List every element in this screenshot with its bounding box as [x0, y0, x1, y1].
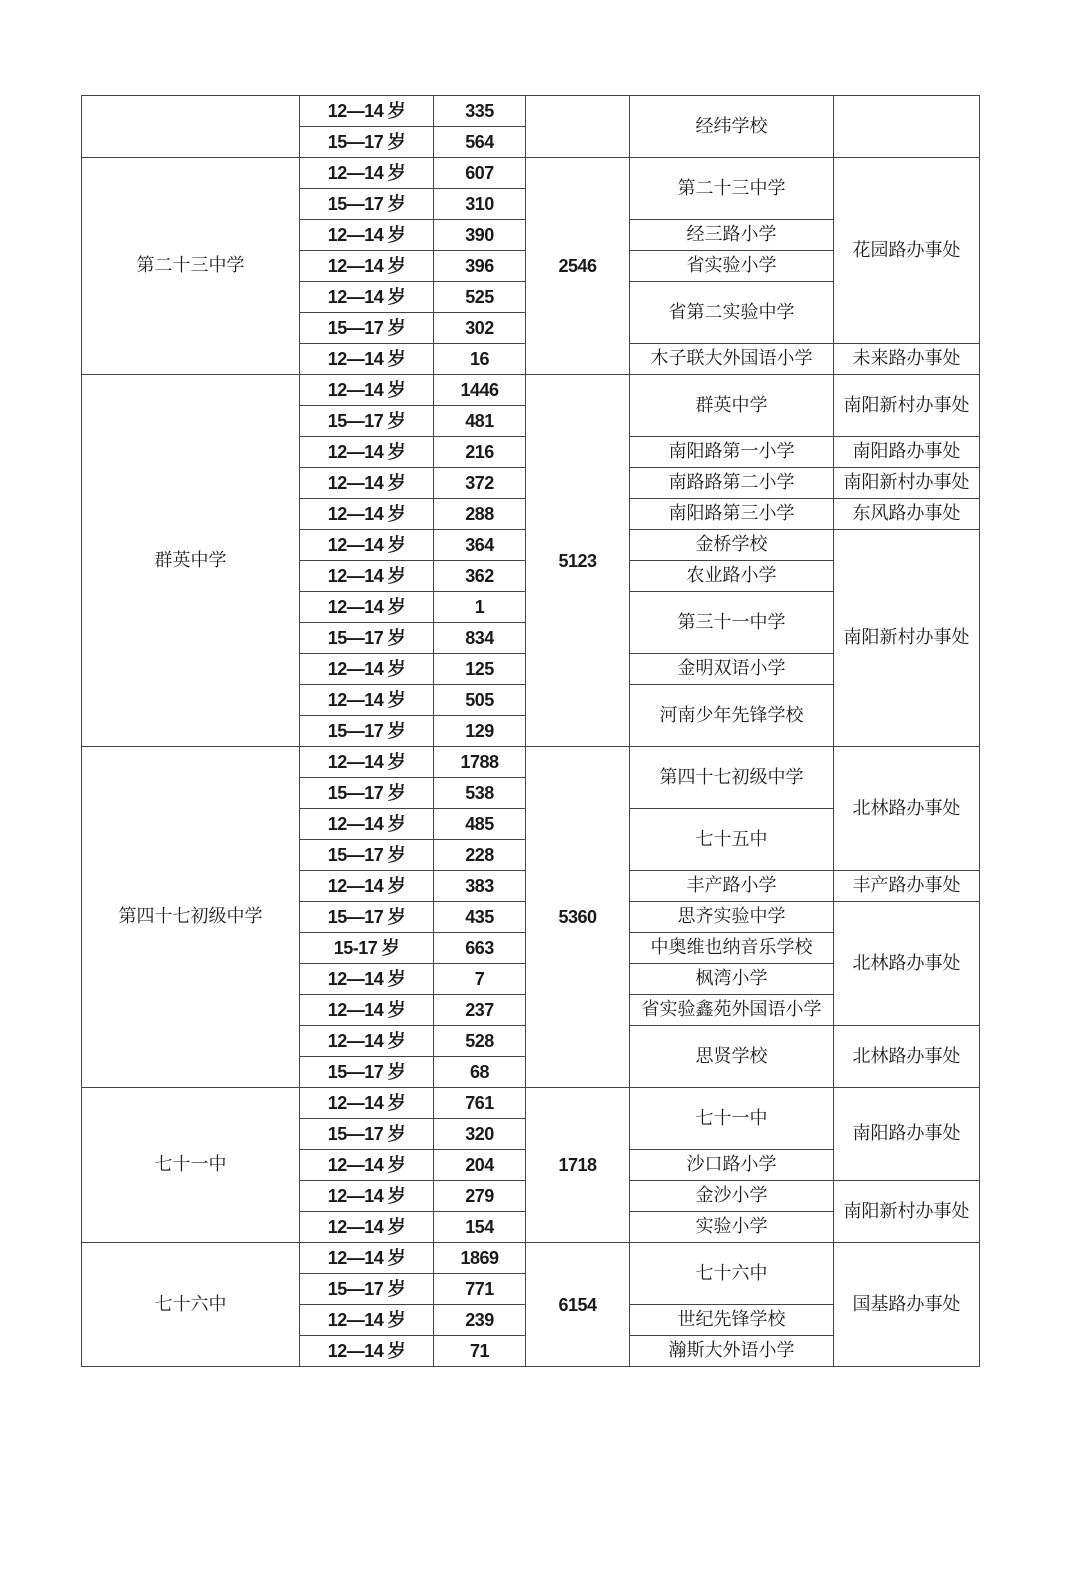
school-cell: 第三十一中学 [630, 592, 834, 654]
age-cell: 12—14 岁 [300, 251, 434, 282]
office-cell: 南阳新村办事处 [834, 1181, 980, 1243]
age-cell: 12—14 岁 [300, 871, 434, 902]
school-cell: 群英中学 [630, 375, 834, 437]
district-cell: 七十一中 [82, 1088, 300, 1243]
count-cell: 216 [434, 437, 526, 468]
total-cell: 2546 [526, 158, 630, 375]
count-cell: 771 [434, 1274, 526, 1305]
age-cell: 12—14 岁 [300, 375, 434, 406]
age-cell: 12—14 岁 [300, 685, 434, 716]
school-cell: 金明双语小学 [630, 654, 834, 685]
school-cell: 七十一中 [630, 1088, 834, 1150]
count-cell: 228 [434, 840, 526, 871]
school-cell: 南阳路第三小学 [630, 499, 834, 530]
office-cell: 花园路办事处 [834, 158, 980, 344]
count-cell: 834 [434, 623, 526, 654]
age-cell: 15—17 岁 [300, 716, 434, 747]
office-cell: 东风路办事处 [834, 499, 980, 530]
count-cell: 538 [434, 778, 526, 809]
count-cell: 528 [434, 1026, 526, 1057]
count-cell: 204 [434, 1150, 526, 1181]
school-cell: 枫湾小学 [630, 964, 834, 995]
age-cell: 12—14 岁 [300, 1305, 434, 1336]
school-cell: 思贤学校 [630, 1026, 834, 1088]
age-cell: 15—17 岁 [300, 902, 434, 933]
count-cell: 390 [434, 220, 526, 251]
school-cell: 省实验鑫苑外国语小学 [630, 995, 834, 1026]
count-cell: 383 [434, 871, 526, 902]
count-cell: 68 [434, 1057, 526, 1088]
count-cell: 125 [434, 654, 526, 685]
school-cell: 省第二实验中学 [630, 282, 834, 344]
table-row [82, 1088, 980, 1119]
school-cell: 农业路小学 [630, 561, 834, 592]
office-cell: 北林路办事处 [834, 1026, 980, 1088]
age-cell: 12—14 岁 [300, 468, 434, 499]
count-cell: 485 [434, 809, 526, 840]
count-cell: 1 [434, 592, 526, 623]
total-cell: 6154 [526, 1243, 630, 1367]
age-cell: 12—14 岁 [300, 1212, 434, 1243]
count-cell: 481 [434, 406, 526, 437]
count-cell: 154 [434, 1212, 526, 1243]
age-cell: 15—17 岁 [300, 127, 434, 158]
district-cell: 第二十三中学 [82, 158, 300, 375]
age-cell: 12—14 岁 [300, 1243, 434, 1274]
age-cell: 15—17 岁 [300, 313, 434, 344]
age-cell: 12—14 岁 [300, 158, 434, 189]
age-cell: 15—17 岁 [300, 189, 434, 220]
school-cell: 思齐实验中学 [630, 902, 834, 933]
office-cell: 南阳路办事处 [834, 437, 980, 468]
count-cell: 7 [434, 964, 526, 995]
district-cell: 第四十七初级中学 [82, 747, 300, 1088]
office-cell: 南阳新村办事处 [834, 468, 980, 499]
school-cell: 世纪先锋学校 [630, 1305, 834, 1336]
school-cell: 沙口路小学 [630, 1150, 834, 1181]
age-cell: 15—17 岁 [300, 840, 434, 871]
age-cell: 12—14 岁 [300, 995, 434, 1026]
count-cell: 761 [434, 1088, 526, 1119]
age-cell: 12—14 岁 [300, 654, 434, 685]
count-cell: 335 [434, 96, 526, 127]
total-cell: 5123 [526, 375, 630, 747]
school-cell: 七十五中 [630, 809, 834, 871]
count-cell: 607 [434, 158, 526, 189]
school-cell: 第四十七初级中学 [630, 747, 834, 809]
age-cell: 15—17 岁 [300, 1119, 434, 1150]
count-cell: 310 [434, 189, 526, 220]
age-cell: 12—14 岁 [300, 964, 434, 995]
school-cell: 南阳路第一小学 [630, 437, 834, 468]
school-cell: 实验小学 [630, 1212, 834, 1243]
age-cell: 12—14 岁 [300, 1026, 434, 1057]
office-cell: 北林路办事处 [834, 747, 980, 871]
age-cell: 12—14 岁 [300, 499, 434, 530]
school-cell: 河南少年先锋学校 [630, 685, 834, 747]
count-cell: 129 [434, 716, 526, 747]
count-cell: 288 [434, 499, 526, 530]
count-cell: 279 [434, 1181, 526, 1212]
office-cell: 南阳新村办事处 [834, 375, 980, 437]
count-cell: 372 [434, 468, 526, 499]
office-cell: 未来路办事处 [834, 344, 980, 375]
count-cell: 564 [434, 127, 526, 158]
office-cell: 北林路办事处 [834, 902, 980, 1026]
age-cell: 12—14 岁 [300, 344, 434, 375]
age-cell: 15—17 岁 [300, 623, 434, 654]
school-cell: 瀚斯大外语小学 [630, 1336, 834, 1367]
school-cell: 丰产路小学 [630, 871, 834, 902]
age-cell: 12—14 岁 [300, 220, 434, 251]
district-cell [82, 96, 300, 158]
school-cell: 木子联大外国语小学 [630, 344, 834, 375]
table-row [82, 375, 980, 406]
age-cell: 12—14 岁 [300, 437, 434, 468]
office-cell: 丰产路办事处 [834, 871, 980, 902]
age-cell: 12—14 岁 [300, 96, 434, 127]
school-cell: 中奥维也纳音乐学校 [630, 933, 834, 964]
age-cell: 12—14 岁 [300, 282, 434, 313]
school-cell: 经纬学校 [630, 96, 834, 158]
count-cell: 1869 [434, 1243, 526, 1274]
age-cell: 12—14 岁 [300, 1336, 434, 1367]
age-cell: 12—14 岁 [300, 747, 434, 778]
school-cell: 省实验小学 [630, 251, 834, 282]
age-cell: 15—17 岁 [300, 778, 434, 809]
count-cell: 435 [434, 902, 526, 933]
age-cell: 12—14 岁 [300, 561, 434, 592]
age-cell: 12—14 岁 [300, 592, 434, 623]
total-cell: 1718 [526, 1088, 630, 1243]
age-cell: 15-17 岁 [300, 933, 434, 964]
count-cell: 239 [434, 1305, 526, 1336]
age-cell: 12—14 岁 [300, 1088, 434, 1119]
table-row [82, 96, 980, 127]
total-cell [526, 96, 630, 158]
age-cell: 12—14 岁 [300, 1150, 434, 1181]
count-cell: 364 [434, 530, 526, 561]
school-cell: 南路路第二小学 [630, 468, 834, 499]
count-cell: 237 [434, 995, 526, 1026]
count-cell: 663 [434, 933, 526, 964]
office-cell: 国基路办事处 [834, 1243, 980, 1367]
count-cell: 525 [434, 282, 526, 313]
table-row [82, 1243, 980, 1274]
enrollment-table [81, 95, 980, 1367]
age-cell: 15—17 岁 [300, 1057, 434, 1088]
count-cell: 16 [434, 344, 526, 375]
age-cell: 12—14 岁 [300, 530, 434, 561]
school-cell: 七十六中 [630, 1243, 834, 1305]
school-cell: 金桥学校 [630, 530, 834, 561]
count-cell: 71 [434, 1336, 526, 1367]
school-cell: 金沙小学 [630, 1181, 834, 1212]
count-cell: 362 [434, 561, 526, 592]
age-cell: 15—17 岁 [300, 1274, 434, 1305]
count-cell: 396 [434, 251, 526, 282]
total-cell: 5360 [526, 747, 630, 1088]
school-cell: 经三路小学 [630, 220, 834, 251]
count-cell: 1446 [434, 375, 526, 406]
count-cell: 505 [434, 685, 526, 716]
school-cell: 第二十三中学 [630, 158, 834, 220]
age-cell: 15—17 岁 [300, 406, 434, 437]
age-cell: 12—14 岁 [300, 1181, 434, 1212]
office-cell [834, 96, 980, 158]
count-cell: 320 [434, 1119, 526, 1150]
district-cell: 群英中学 [82, 375, 300, 747]
office-cell: 南阳路办事处 [834, 1088, 980, 1181]
table-row [82, 158, 980, 189]
district-cell: 七十六中 [82, 1243, 300, 1367]
office-cell: 南阳新村办事处 [834, 530, 980, 747]
count-cell: 302 [434, 313, 526, 344]
table-row [82, 747, 980, 778]
count-cell: 1788 [434, 747, 526, 778]
age-cell: 12—14 岁 [300, 809, 434, 840]
